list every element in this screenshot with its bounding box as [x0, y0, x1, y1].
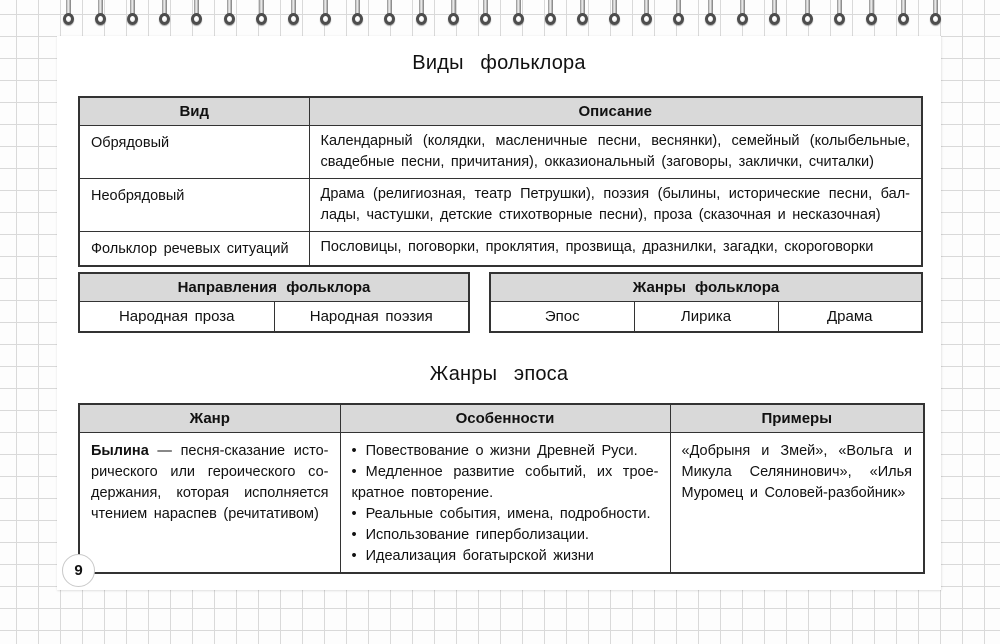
spiral-ring-icon	[383, 0, 396, 32]
genre-cell: Лирика	[634, 302, 778, 333]
folklore-types-table	[78, 96, 923, 267]
feature-item: • Реальные события, имена, подробности.	[352, 504, 659, 525]
spiral-ring-icon	[319, 0, 332, 32]
table-row	[79, 232, 922, 267]
epos-genres-table	[78, 403, 925, 574]
spiral-ring-icon	[544, 0, 557, 32]
spiral-ring-icon	[929, 0, 942, 32]
page-title: Виды фольклора	[412, 52, 586, 74]
direction-cell: Народная поэзия	[274, 302, 469, 333]
folklore-directions-table	[78, 272, 470, 333]
spiral-ring-icon	[512, 0, 525, 32]
spiral-ring-icon	[576, 0, 589, 32]
header-cell-genre: Жанр	[79, 404, 340, 433]
spiral-ring-icon	[287, 0, 300, 32]
table-row	[79, 433, 924, 574]
genre-cell: Драма	[778, 302, 922, 333]
spiral-ring-icon	[640, 0, 653, 32]
folklore-genres-table	[489, 272, 923, 333]
table-row	[490, 302, 922, 333]
table-header-row	[490, 273, 922, 302]
type-cell: Фольклор речевых ситуаций	[79, 232, 309, 267]
header-cell-features: Особенности	[340, 404, 670, 433]
spiral-ring-icon	[126, 0, 139, 32]
spiral-ring-icon	[190, 0, 203, 32]
spiral-binding	[62, 0, 942, 32]
page-number-badge	[62, 554, 95, 587]
genre-definition-cell	[79, 433, 340, 574]
genre-cell: Эпос	[490, 302, 634, 333]
spiral-ring-icon	[415, 0, 428, 32]
spiral-ring-icon	[608, 0, 621, 32]
header-cell-directions: Направления фольклора	[79, 273, 469, 302]
spiral-ring-icon	[833, 0, 846, 32]
spiral-ring-icon	[704, 0, 717, 32]
genre-term: Былина	[91, 443, 149, 459]
table-header-row	[79, 273, 469, 302]
feature-item: • Повествование о жизни Древней Руси.	[352, 441, 659, 462]
type-cell: Обрядовый	[79, 126, 309, 179]
spiral-ring-icon	[768, 0, 781, 32]
table-row	[79, 179, 922, 232]
direction-cell: Народная проза	[79, 302, 274, 333]
description-cell: Календарный (колядки, масленичные песни, веснянки), семейный (колыбельные, свадебные песни, причитания), окказиональный (заговоры, заклички, считалки)	[309, 126, 922, 179]
description-cell: Драма (религиозная, театр Петрушки), поэзия (былины, исторические песни, баллады, частушки, детские стихотворные песни), проза (сказочная и несказочная)	[309, 179, 922, 232]
spiral-ring-icon	[736, 0, 749, 32]
page-number: 9	[74, 562, 83, 579]
description-cell: Пословицы, поговорки, проклятия, прозвища, дразнилки, загадки, скороговорки	[309, 232, 922, 267]
feature-item: • Медленное развитие событий, их троекратное повторение.	[352, 462, 659, 504]
table-header-row	[79, 404, 924, 433]
header-cell-examples: Примеры	[670, 404, 924, 433]
spiral-ring-icon	[351, 0, 364, 32]
section-title: Жанры эпоса	[429, 363, 569, 385]
type-cell: Необрядовый	[79, 179, 309, 232]
features-cell	[340, 433, 670, 574]
table-row	[79, 302, 469, 333]
spiral-ring-icon	[447, 0, 460, 32]
feature-item: • Использование гиперболизации.	[352, 525, 659, 546]
spiral-ring-icon	[865, 0, 878, 32]
spiral-ring-icon	[672, 0, 685, 32]
header-cell-description: Описание	[309, 97, 922, 126]
spiral-ring-icon	[801, 0, 814, 32]
table-header-row	[79, 97, 922, 126]
header-cell-type: Вид	[79, 97, 309, 126]
spiral-ring-icon	[223, 0, 236, 32]
spiral-ring-icon	[897, 0, 910, 32]
notebook-page	[57, 36, 941, 590]
spiral-ring-icon	[62, 0, 75, 32]
genre-definition: — песня-сказание исторического или героического содержания, которая исполняется чтением нараспев (речитативом)	[91, 443, 329, 522]
header-cell-genres: Жанры фольклора	[490, 273, 922, 302]
spiral-ring-icon	[255, 0, 268, 32]
table-row	[79, 126, 922, 179]
feature-item: • Идеализация богатырской жизни	[352, 546, 659, 567]
spiral-ring-icon	[158, 0, 171, 32]
examples-cell: «Добрыня и Змей», «Вольга и Микула Селянинович», «Илья Муромец и Соловей-разбойник»	[670, 433, 924, 574]
spiral-ring-icon	[479, 0, 492, 32]
spiral-ring-icon	[94, 0, 107, 32]
